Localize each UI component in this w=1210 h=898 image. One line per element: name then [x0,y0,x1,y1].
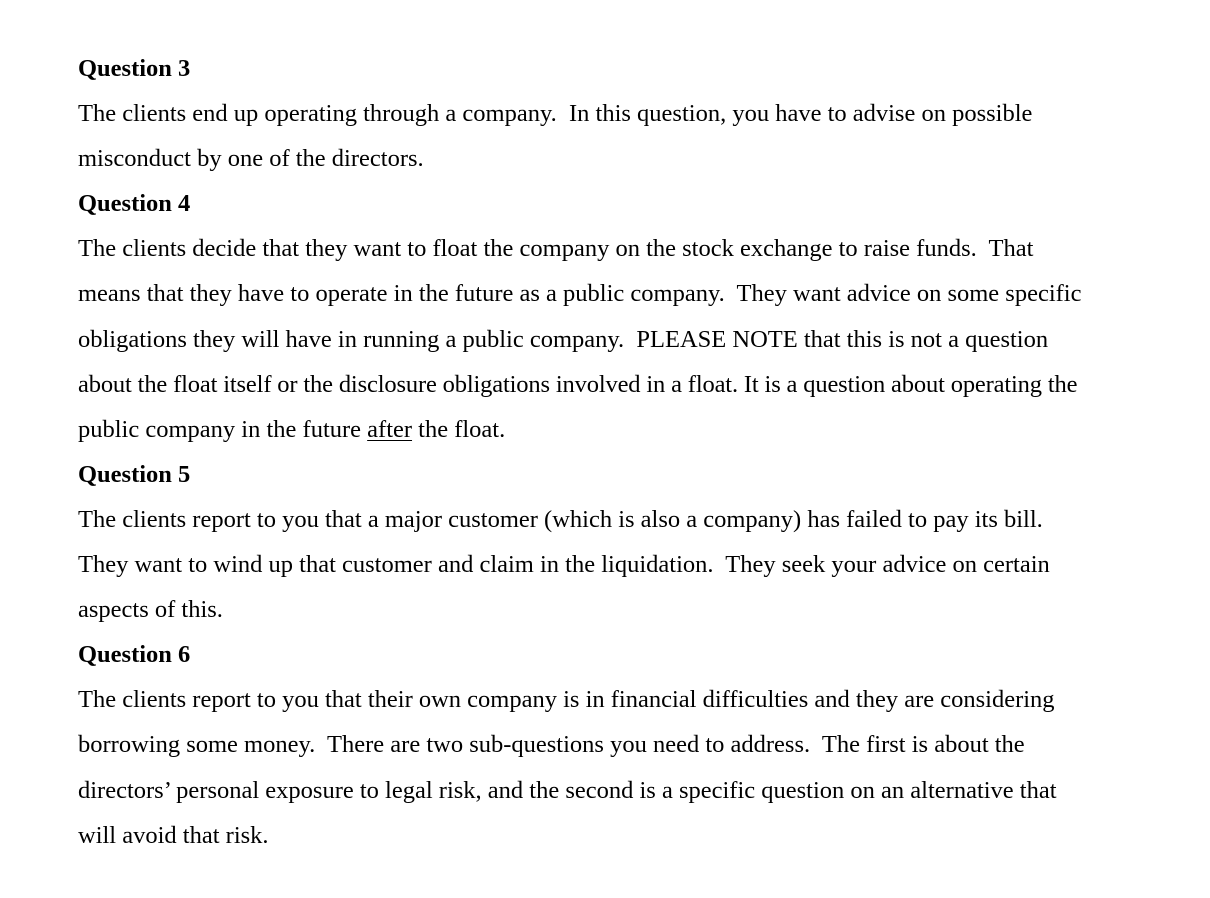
question-heading: Question 3 [78,55,191,82]
question-section [78,46,1178,181]
text-line: means that they have to operate in the future as a public company. They want advice on some specific [78,280,1082,308]
text-line: aspects of this. [78,596,223,624]
question-text [78,497,1178,632]
text-line: obligations they will have in running a public company. PLEASE NOTE that this is not a question [78,325,1049,353]
question-section [78,452,1178,632]
text-line: The clients report to you that a major customer (which is also a company) has failed to pay its bill. [78,505,1043,533]
text-line: borrowing some money. There are two sub-questions you need to address. The first is about the [78,731,1025,759]
text-line: The clients report to you that their own company is in financial difficulties and they are considering [78,686,1055,714]
question-text [78,677,1178,857]
text-line: They want to wind up that customer and claim in the liquidation. They seek your advice on certain [78,551,1050,579]
text-line: The clients end up operating through a company. In this question, you have to advise on possible [78,100,1033,128]
question-heading: Question 4 [78,190,191,218]
question-heading: Question 5 [78,460,191,488]
text-segment: public company in the future [78,415,368,443]
question-section [78,632,1178,857]
text-line: directors’ personal exposure to legal risk, and the second is a specific question on an alternative that [78,776,1057,804]
text-line [78,407,1178,452]
question-heading: Question 6 [78,641,191,669]
text-line: misconduct by one of the directors. [78,145,424,173]
question-text [78,226,1178,451]
text-line: about the float itself or the disclosure obligations involved in a float. It is a question about operating the [78,370,1078,398]
underlined-word: after [367,415,413,443]
text-line: will avoid that risk. [78,821,269,849]
question-text [78,91,1178,181]
question-section [78,181,1178,452]
text-segment: the float. [412,415,506,443]
document-page [78,46,1178,858]
text-line: The clients decide that they want to float the company on the stock exchange to raise funds. That [78,235,1034,263]
